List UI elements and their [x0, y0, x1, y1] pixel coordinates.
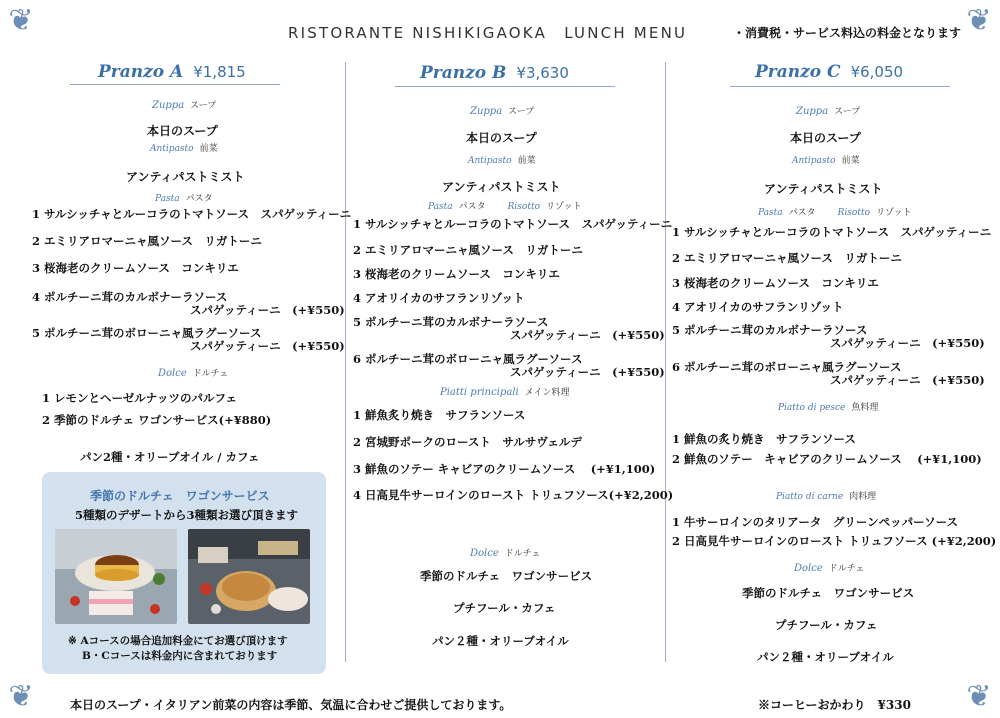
pasta-item-cont: スパゲッティーニ (+¥550) [190, 303, 345, 317]
pasta-item: 5 ポルチーニ茸のカルボナーラソース [672, 323, 868, 337]
pasta-item: 6 ポルチーニ茸のボローニャ風ラグーソース [672, 360, 902, 374]
pasta-item: 2 エミリアロマーニャ風ソース リガトーニ [672, 251, 902, 265]
dolce-heading: Dolce ドルチェ [158, 368, 229, 379]
dolce-heading: Dolce ドルチェ [470, 548, 541, 559]
wagon-note: ※ Aコースの場合追加料金にてお選び頂けます [68, 635, 288, 647]
pasta-item: 5 ポルチーニ茸のボローニャ風ラグーソース [32, 326, 262, 340]
dolce-item: 季節のドルチェ ワゴンサービス [742, 586, 915, 600]
flourish-corner-icon: ❦ [966, 679, 992, 714]
soup-item: 本日のスープ [790, 131, 861, 145]
pasta-risotto-heading: Pasta パスタ Risotto リゾット [758, 208, 912, 218]
dolce-item: 季節のドルチェ ワゴンサービス [420, 569, 593, 583]
pasta-item: 3 桜海老のクリームソース コンキリエ [353, 267, 560, 281]
antipasto-item: アンティパストミスト [442, 180, 561, 194]
wagon-title: 季節のドルチェ ワゴンサービス [90, 489, 270, 503]
pasta-item-cont: スパゲッティーニ (+¥550) [190, 339, 345, 353]
pranzo-b-title: Pranzo B ¥3,630 [420, 63, 569, 83]
zuppa-heading: Zuppa スープ [796, 106, 861, 117]
pasta-item: 1 サルシッチャとルーコラのトマトソース スパゲッティーニ [32, 207, 352, 221]
antipasto-item: アンティパストミスト [126, 170, 245, 184]
main-item: 1 鮮魚炙り焼き サフランソース [353, 408, 526, 422]
flourish-corner-icon: ❦ [966, 3, 992, 38]
carne-item: 2 日高見牛サーロインのロースト トリュフソース (+¥2,200) [672, 534, 997, 548]
pranzo-c-title: Pranzo C ¥6,050 [755, 62, 904, 82]
pasta-heading: Pasta パスタ [155, 194, 213, 204]
pasta-risotto-heading: Pasta パスタ Risotto リゾット [428, 202, 582, 212]
pasta-item-cont: スパゲッティーニ (+¥550) [510, 365, 665, 379]
flourish-corner-icon: ❦ [8, 679, 34, 714]
wagon-note: B・Cコースは料金内に含まれております [82, 650, 278, 662]
main-heading: Piatti principali メイン料理 [440, 387, 570, 398]
pesce-item: 2 鮮魚のソテー キャビアのクリームソース (+¥1,100) [672, 452, 982, 466]
petit-four-item: プチフール・カフェ [775, 618, 878, 632]
column-divider [345, 62, 346, 662]
main-item: 3 鮮魚のソテー キャビアのクリームソース (+¥1,100) [353, 462, 656, 476]
column-divider [665, 62, 666, 662]
antipasto-heading: Antipasto 前菜 [792, 156, 860, 166]
bread-item: パン２種・オリーブオイル [432, 634, 569, 648]
soup-item: 本日のスープ [147, 124, 218, 138]
title-underline [70, 84, 280, 85]
pasta-item: 3 桜海老のクリームソース コンキリエ [32, 261, 239, 275]
pasta-item: 2 エミリアロマーニャ風ソース リガトーニ [32, 234, 262, 248]
flourish-corner-icon: ❦ [8, 3, 34, 38]
bread-cafe-item: パン2種・オリーブオイル / カフェ [80, 450, 260, 464]
pasta-item: 1 サルシッチャとルーコラのトマトソース スパゲッティーニ [353, 217, 673, 231]
pranzo-a-title: Pranzo A ¥1,815 [98, 62, 246, 82]
pranzo-a-price: ¥1,815 [193, 63, 246, 81]
title-underline [395, 86, 615, 87]
pasta-item: 4 アオリイカのサフランリゾット [353, 291, 525, 305]
zuppa-heading: Zuppa スープ [152, 100, 217, 111]
bread-item: パン２種・オリーブオイル [757, 650, 894, 664]
pesce-item: 1 鮮魚の炙り焼き サフランソース [672, 432, 856, 446]
dolce-item: 2 季節のドルチェ ワゴンサービス(+¥880) [42, 413, 272, 427]
wagon-subtitle: 5種類のデザートから3種類お選び頂きます [75, 508, 299, 522]
carne-item: 1 牛サーロインのタリアータ グリーンペッパーソース [672, 515, 959, 529]
main-item: 2 宮城野ポークのロースト サルサヴェルデ [353, 435, 582, 449]
antipasto-heading: Antipasto 前菜 [150, 144, 218, 154]
menu-title: RISTORANTE NISHIKIGAOKA LUNCH MENU [288, 24, 688, 42]
pasta-item: 3 桜海老のクリームソース コンキリエ [672, 276, 879, 290]
pasta-item-cont: スパゲッティーニ (+¥550) [510, 328, 665, 342]
pasta-item: 4 アオリイカのサフランリゾット [672, 300, 844, 314]
dessert-photo [188, 529, 310, 624]
pasta-item: 1 サルシッチャとルーコラのトマトソース スパゲッティーニ [672, 225, 992, 239]
title-underline [730, 86, 950, 87]
soup-item: 本日のスープ [466, 131, 537, 145]
antipasto-heading: Antipasto 前菜 [468, 156, 536, 166]
pasta-item: 5 ポルチーニ茸のカルボナーラソース [353, 315, 549, 329]
carne-heading: Piatto di carne 肉料理 [776, 492, 877, 502]
dessert-photo [55, 529, 177, 624]
petit-four-item: プチフール・カフェ [453, 601, 556, 615]
pranzo-b-price: ¥3,630 [516, 64, 569, 82]
pasta-item: 6 ポルチーニ茸のボローニャ風ラグーソース [353, 352, 583, 366]
dolce-item: 1 レモンとヘーゼルナッツのパルフェ [42, 391, 237, 405]
pasta-item-cont: スパゲッティーニ (+¥550) [830, 336, 985, 350]
tax-note: ・消費税・サービス料込の料金となります [733, 26, 962, 40]
coffee-refill-note: ※コーヒーおかわり ¥330 [758, 698, 911, 712]
dolce-heading: Dolce ドルチェ [794, 563, 865, 574]
pasta-item-cont: スパゲッティーニ (+¥550) [830, 373, 985, 387]
antipasto-item: アンティパストミスト [764, 182, 883, 196]
pasta-item: 4 ポルチーニ茸のカルボナーラソース [32, 290, 228, 304]
zuppa-heading: Zuppa スープ [470, 106, 535, 117]
main-item: 4 日高見牛サーロインのロースト トリュフソース(+¥2,200) [353, 488, 674, 502]
pasta-item: 2 エミリアロマーニャ風ソース リガトーニ [353, 243, 583, 257]
footer-note: 本日のスープ・イタリアン前菜の内容は季節、気温に合わせご提供しております。 [70, 698, 512, 712]
pesce-heading: Piatto di pesce 魚料理 [778, 403, 879, 413]
pranzo-c-price: ¥6,050 [850, 63, 904, 81]
